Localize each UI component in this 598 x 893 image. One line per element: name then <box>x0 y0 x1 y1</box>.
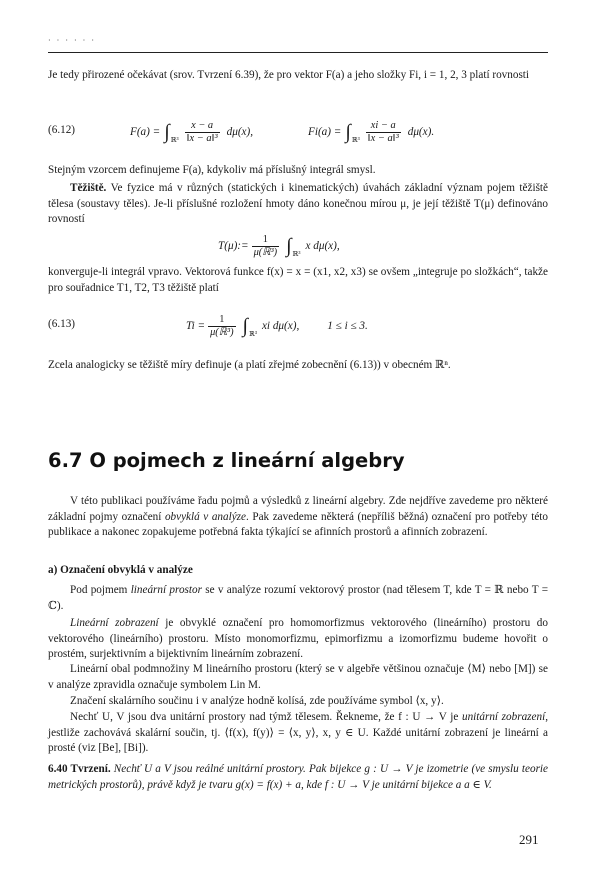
text-run: Pod pojmem <box>70 584 131 596</box>
paragraph-zcela: Zcela analogicky se těžiště míry definuje (a platí zřejmé zobecnění (6.13)) v obecném ℝⁿ. <box>48 359 451 371</box>
fraction <box>252 234 279 259</box>
fraction <box>366 120 401 145</box>
header-rule <box>48 52 548 53</box>
paragraph-linearni-zobrazeni <box>48 616 548 663</box>
text-run: . Pak zavedeme některá (nepříliš běžná) označení pro potřeby této publikace a nakonec zopakujeme potřebná fakta týkající se afinních prostorů a afinních zobrazení. <box>48 510 548 539</box>
paragraph-unitarni <box>48 710 548 757</box>
integral-domain: ℝ³ <box>170 136 179 144</box>
fraction-numerator: xi − a <box>370 119 396 131</box>
fraction-numerator: x − a <box>191 119 214 131</box>
equation-tail: dμ(x). <box>407 126 435 138</box>
fraction-numerator: 1 <box>219 313 225 325</box>
equation-centroid-definition <box>48 231 548 261</box>
theorem-6-40 <box>48 762 548 793</box>
equation-tail: x dμ(x), <box>305 240 340 252</box>
integral-sign: ∫ <box>242 315 249 337</box>
fraction-numerator: 1 <box>262 233 268 245</box>
text-run: , jestliže zachovává skalární součin, tj. ⟨f(x), f(y)⟩ = ⟨x, y⟩, x, y ∈ U. Každé unitární zobrazení je lineární a prosté (viz [Be], [Bi]). <box>48 711 548 755</box>
text-run: Nechť U, V jsou dva unitární prostory nad týmž tělesem. Řekneme, že f : U → V je <box>70 711 462 723</box>
paragraph-pod-pojmem <box>48 583 548 614</box>
emphasis: obvyklá v analýze <box>164 510 246 523</box>
emphasis: Lineární zobrazení <box>70 617 159 629</box>
integral-sign: ∫ <box>286 235 292 257</box>
term-teziste: Těžiště. <box>70 182 107 194</box>
paragraph-linearni-obal: Lineární obal podmnožiny M lineárního prostoru (který se v algebře většinou označuje ⟨M⟩ nebo [M]) se v analýze zpravidla označuje symbolem Lin M. <box>48 663 548 691</box>
equation-6-12 <box>48 117 548 147</box>
theorem-label: 6.40 Tvrzení. <box>48 763 111 775</box>
theorem-text: Nechť U a V jsou reálné unitární prostory. Pak bijekce g : U → V je izometrie (ve smyslu teorie metrických prostorů), právě když je tvaru g(x) = f(x) + a, kde f : U → V je unitární bijekce a a ∈ V. <box>48 763 549 791</box>
fraction-denominator: ‖x − a‖³ <box>367 132 399 144</box>
integral-domain: ℝ³ <box>292 250 301 258</box>
equation-centroid-body <box>218 231 340 261</box>
equation-condition: 1 ≤ i ≤ 3. <box>327 320 368 332</box>
fraction-denominator: μ(ℝ³) <box>253 246 278 258</box>
paragraph-konvergence: konverguje-li integrál vpravo. Vektorová funkce f(x) = x = (x1, x2, x3) se ovšem „integruje po složkách“, takže pro souřadnice T1, T2, T3 těžiště platí <box>48 266 548 294</box>
equation-lhs: F(a) = <box>130 126 161 138</box>
integral-sign: ∫ <box>164 121 170 143</box>
fraction-denominator: μ(ℝ³) <box>210 326 234 338</box>
equation-lhs: Fi(a) = <box>308 126 342 138</box>
emphasis: lineární prostor <box>130 584 202 596</box>
text-run: V této publikaci používáme řadu pojmů a výsledků z lineární algebry. Zde nejdříve zavedeme pro některé základní pojmy označení <box>48 495 548 523</box>
paragraph-v-teto <box>48 494 548 541</box>
equation-tail: dμ(x), <box>226 126 254 138</box>
equation-6-12-part-2 <box>308 117 434 147</box>
section-title: 6.7 O pojmech z lineární algebry <box>48 449 405 472</box>
teziste-text: Ve fyzice má v různých (statických i kinematických) úvahách základní význam pojem těžiště tělesa (soustavy těles). Je-li příslušné rozložení hmoty dáno konečnou mírou μ, je její těžiště T(μ) definováno rovností <box>48 182 548 226</box>
equation-6-12-part-1 <box>130 117 253 147</box>
equation-lhs: Ti = <box>186 320 206 332</box>
subsection-heading: a) Označení obvyklá v analýze <box>48 564 193 576</box>
equation-lhs: T(μ):= <box>218 240 249 252</box>
equation-6-13-body <box>186 311 368 341</box>
integral-domain: ℝ³ <box>249 330 257 338</box>
integral-domain: ℝ³ <box>351 136 360 144</box>
fraction <box>208 314 235 339</box>
integral-sign: ∫ <box>345 121 351 143</box>
text-run: se v analýze rozumí vektorový prostor (nad tělesem T, kde T = ℝ nebo T = ℂ). <box>48 584 548 612</box>
equation-tail: xi dμ(x), <box>261 320 300 332</box>
paragraph-skalarni-soucin: Značení skalárního součinu i v analýze hodně kolísá, zde používáme symbol ⟨x, y⟩. <box>70 695 444 707</box>
equation-number: (6.13) <box>48 318 76 330</box>
running-head: · · · · · · <box>48 36 96 45</box>
equation-6-13 <box>48 311 548 341</box>
page-number: 291 <box>519 832 539 847</box>
fraction-denominator: ‖x − a‖³ <box>186 132 218 144</box>
equation-number: (6.12) <box>48 124 76 136</box>
paragraph-intro: Je tedy přirozené očekávat (srov. Tvrzení 6.39), že pro vektor F(a) a jeho složky Fi, i = 1, 2, 3 platí rovnosti <box>48 69 530 81</box>
text-run: je obvyklé označení pro homomorfizmus vektorového (lineárního) prostoru do vektorového (lineárního) prostoru. Místo monomorfizmu, epimorfizmu a izomorfizmu budeme hovořit o prostém, surjektivním a bijektivním lineárním zobrazení. <box>48 617 548 661</box>
paragraph-teziste <box>48 181 548 228</box>
fraction <box>185 120 220 145</box>
emphasis: unitární zobrazení <box>461 711 546 723</box>
paragraph-stejnym: Stejným vzorcem definujeme F(a), kdykoliv má příslušný integrál smysl. <box>48 164 376 176</box>
